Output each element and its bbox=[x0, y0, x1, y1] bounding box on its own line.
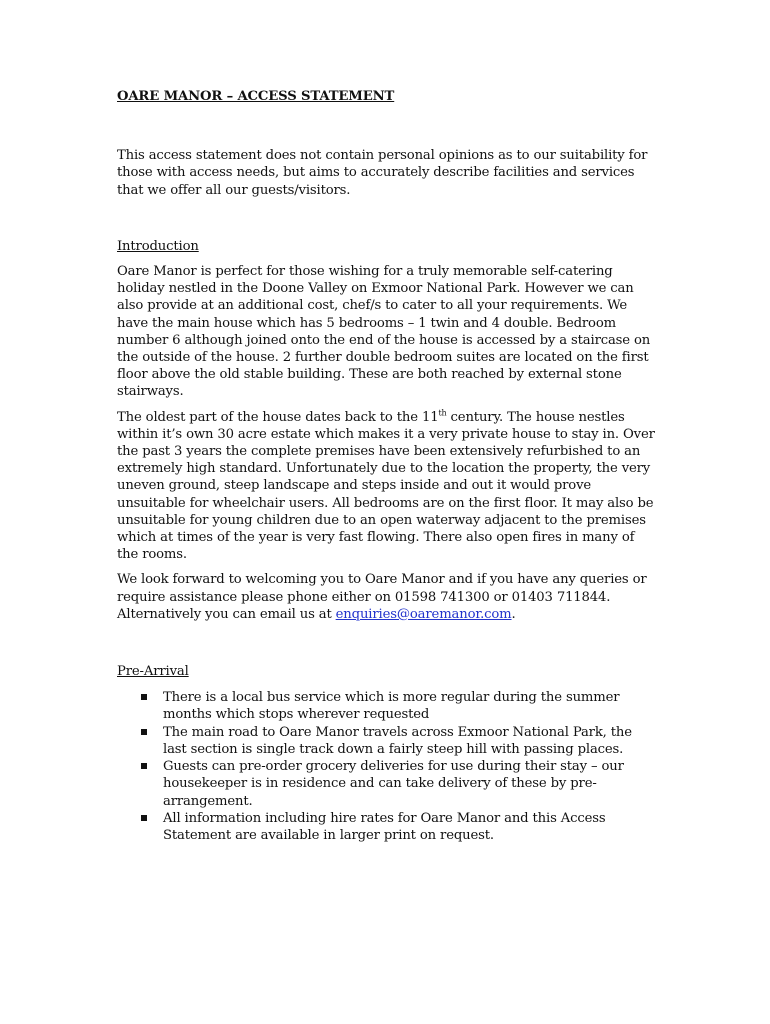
square-bullet-icon bbox=[141, 729, 147, 735]
list-item-text: The main road to Oare Manor travels across Exmoor National Park, the last section is single track down a fairly steep hill with passing places. bbox=[163, 724, 632, 757]
list-item bbox=[117, 810, 657, 844]
pre-arrival-list bbox=[117, 689, 657, 844]
document-page bbox=[117, 88, 657, 844]
list-item bbox=[117, 689, 657, 723]
email-link[interactable]: enquiries@oaremanor.com bbox=[335, 606, 512, 622]
list-item-text: Guests can pre-order grocery deliveries for use during their stay – our housekeeper is in residence and can take delivery of these by pre-arrangement. bbox=[163, 759, 624, 809]
superscript-th: th bbox=[438, 408, 447, 418]
paragraph-3-text-start: We look forward to welcoming you to Oare Manor and if you have any queries or require assistance please phone either on 01598 741300 or 01403 711844. Alternatively you can email us at bbox=[117, 572, 647, 622]
access-statement-paragraph: This access statement does not contain personal opinions as to our suitability for those with access needs, but aims to accurately describe facilities and services that we offer all our guests/visitors. bbox=[117, 148, 648, 198]
introduction-paragraph-2 bbox=[117, 409, 657, 564]
list-item-text: There is a local bus service which is more regular during the summer months which stops wherever requested bbox=[163, 690, 620, 723]
list-item bbox=[117, 758, 657, 810]
paragraph-2-text-end: century. The house nestles within it’s own 30 acre estate which makes it a very private house to stay in. Over the past 3 years the complete premises have been extensively refurbished to an extremely high standard. Unfortunately due to the location the property, the very uneven ground, steep landscape and steps inside and out it would prove unsuitable for wheelchair users. All bedrooms are on the first floor. It may also be unsuitable for young children due to an open waterway adjacent to the premises which at times of the year is very fast flowing. There also open fires in many of the rooms. bbox=[117, 409, 655, 563]
introduction-paragraph-1: Oare Manor is perfect for those wishing for a truly memorable self-catering holiday nestled in the Doone Valley on Exmoor National Park. However we can also provide at an additional cost, chef/s to cater to all your requirements. We have the main house which has 5 bedrooms – 1 twin and 4 double. Bedroom number 6 although joined onto the end of the house is accessed by a staircase on the outside of the house. 2 further double bedroom suites are located on the first floor above the old stable building. These are both reached by external stone stairways. bbox=[117, 264, 651, 400]
list-item-text: All information including hire rates for Oare Manor and this Access Statement are available in larger print on request. bbox=[163, 810, 606, 843]
paragraph-3-text-end: . bbox=[511, 606, 516, 622]
paragraph-2-text-start: The oldest part of the house dates back to the 11 bbox=[117, 409, 439, 425]
square-bullet-icon bbox=[141, 694, 147, 700]
square-bullet-icon bbox=[141, 815, 147, 821]
document-title: OARE MANOR – ACCESS STATEMENT bbox=[117, 89, 395, 104]
square-bullet-icon bbox=[141, 763, 147, 769]
introduction-paragraph-3 bbox=[117, 571, 657, 623]
pre-arrival-heading: Pre-Arrival bbox=[117, 664, 189, 680]
list-item bbox=[117, 724, 657, 758]
introduction-heading: Introduction bbox=[117, 238, 199, 254]
